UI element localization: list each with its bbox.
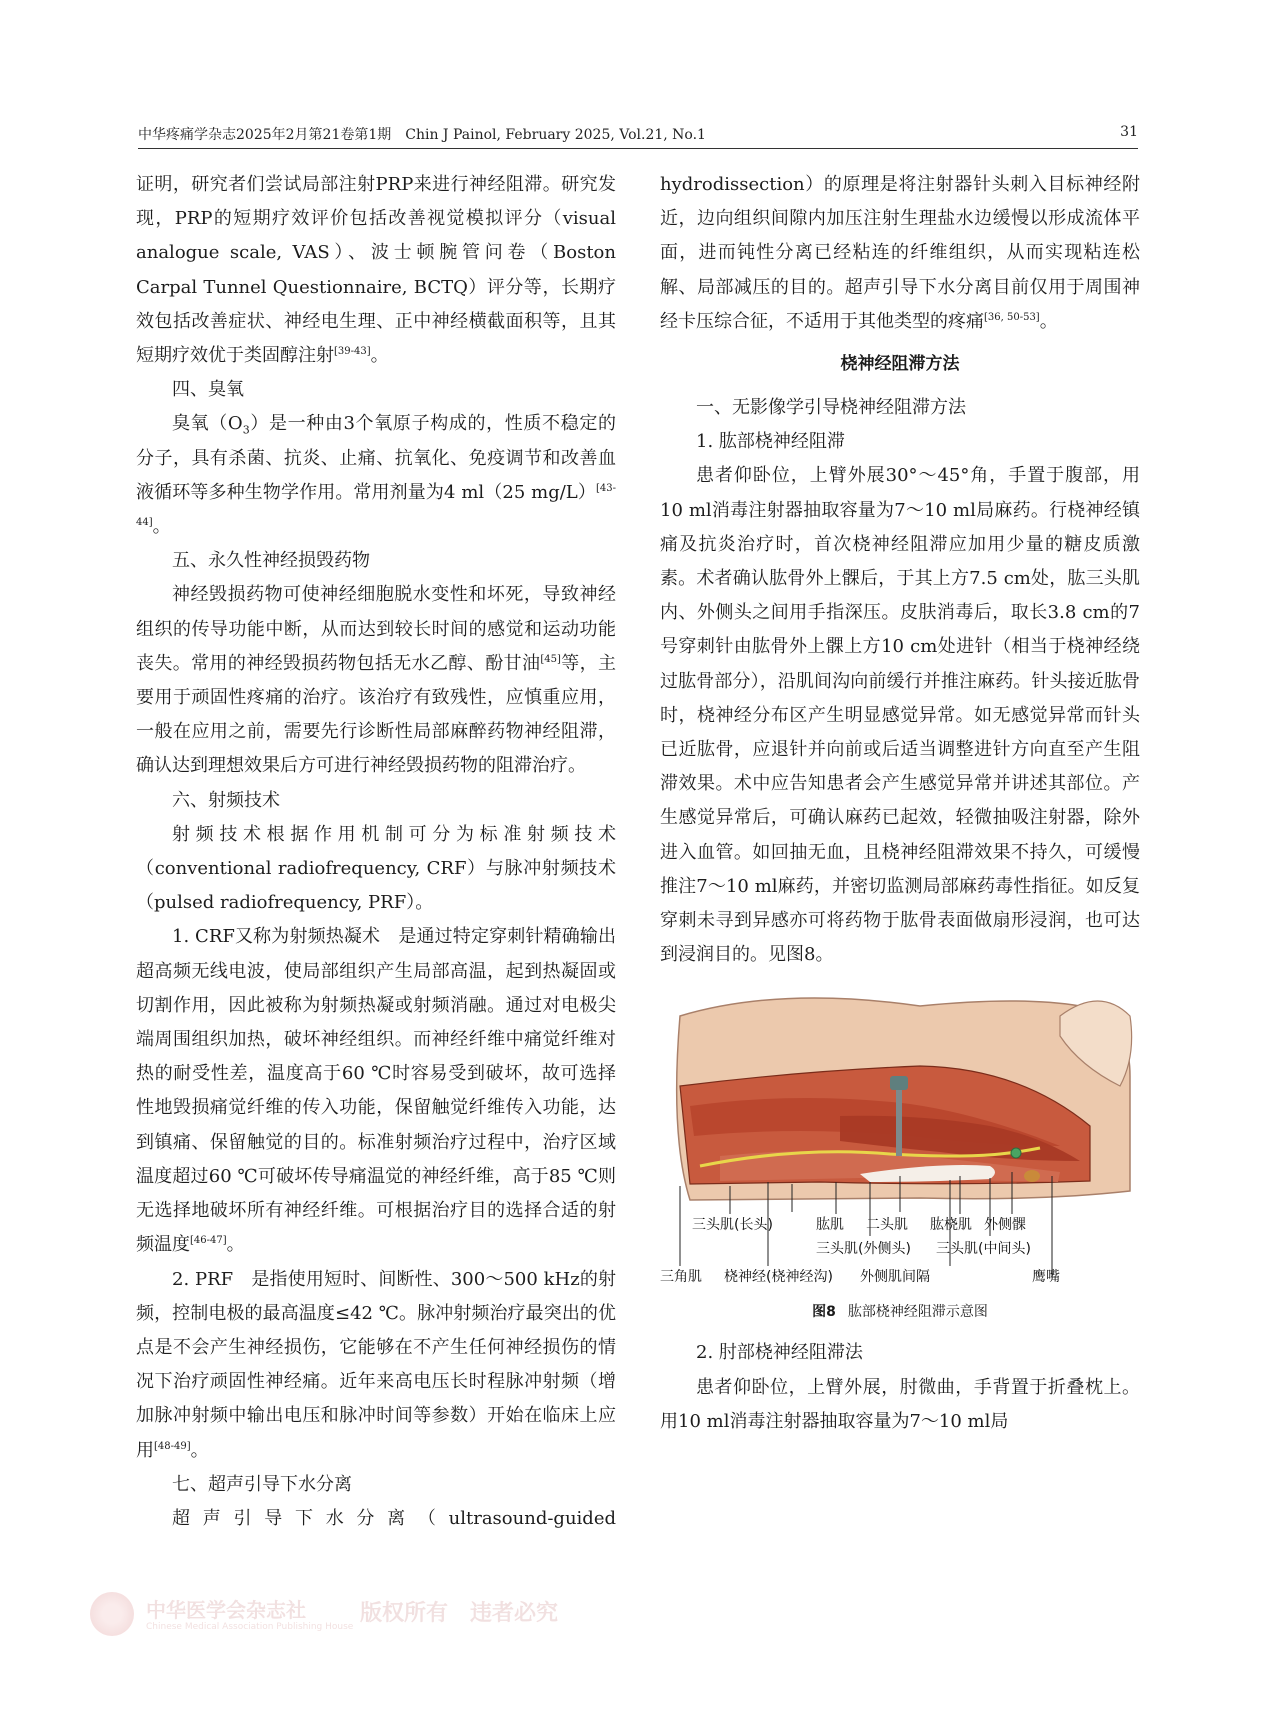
figure-label: 外侧髁 [984, 1217, 1026, 1234]
section-title: 桡神经阻滞方法 [840, 354, 960, 375]
figure-label: 三头肌(长头) [692, 1217, 773, 1234]
paragraph: 证明，研究者们尝试局部注射PRP来进行神经阻滞。研究发现，PRP的短期疗效评价包括改善视觉模拟评分（visual analogue scale, VAS）、波士顿腕管问卷（Boston Carpal Tunnel Questionnaire, BCTQ）评分等，长期疗效包括改善症状、神经电生理、正中神经横截面积等，且其短期疗效优于类固醇注射[39-43]。 [136, 174, 616, 367]
paragraph: 神经毁损药物可使神经细胞脱水变性和坏死，导致神经组织的传导功能中断，从而达到较长时间的感觉和运动功能丧失。常用的神经毁损药物包括无水乙醇、酚甘油[45]等，主要用于顽固性疼痛的治疗。该治疗有致残性，应慎重应用，一般在应用之前，需要先行诊断性局部麻醉药物神经阻滞，确认达到理想效果后方可进行神经毁损药物的阻滞治疗。 [136, 584, 617, 777]
paragraph: 患者仰卧位，上臂外展，肘微曲，手背置于折叠枕上。用10 ml消毒注射器抽取容量为7～10 ml局 [660, 1376, 1140, 1432]
figure-label: 三角肌 [660, 1269, 702, 1286]
running-header [138, 124, 1138, 146]
figure-label: 二头肌 [866, 1217, 908, 1234]
copyright-notice: 版权所有 违者必究 [360, 1600, 559, 1626]
paragraph: 1. CRF又称为射频热凝术 是通过特定穿刺针精确输出超高频无线电波，使局部组织产生局部高温，起到热凝固或切割作用，因此被称为射频热凝或射频消融。通过对电极尖端周围组织加热，破坏神经组织。而神经纤维中痛觉纤维对热的耐受性差，温度高于60 ℃时容易受到破坏，故可选择性地毁损痛觉纤维的传入功能，保留触觉纤维传入功能，达到镇痛、保留触觉的目的。标准射频治疗过程中，治疗区域温度超过60 ℃可破坏传导痛温觉的神经纤维，高于85 ℃则无选择地破坏所有神经纤维。可根据治疗目的选择合适的射频温度[46-47]。 [136, 926, 616, 1256]
header-rule [138, 148, 1138, 149]
subheading-ozone: 四、臭氧 [172, 379, 244, 401]
figure-label: 桡神经(桡神经沟) [724, 1269, 833, 1286]
figure-label: 肱肌 [816, 1217, 844, 1234]
publisher-name: 中华医学会杂志社 [146, 1598, 306, 1622]
subheading-neurolytic: 五、永久性神经损毁药物 [172, 550, 370, 572]
publisher-name-en: Chinese Medical Association Publishing House [146, 1622, 354, 1632]
reference: [48-49] [154, 1440, 191, 1452]
subheading: 一、无影像学引导桡神经阻滞方法 [696, 397, 966, 419]
subheading: 1. 肱部桡神经阻滞 [696, 431, 845, 453]
journal-citation: 中华疼痛学杂志2025年2月第21卷第1期 Chin J Painol, February 2025, Vol.21, No.1 [138, 127, 706, 143]
reference: [45] [540, 653, 561, 665]
paragraph: 2. PRF 是指使用短时、间断性、300～500 kHz的射频，控制电极的最高温度≤42 ℃。脉冲射频治疗最突出的优点是不会产生神经损伤，它能够在不产生任何神经损伤的情况下治疗顽固性神经痛。近年来高电压长时程脉冲射频（增加脉冲射频中输出电压和脉冲时间等参数）开始在临床上应用[48-49]。 [136, 1268, 616, 1461]
paragraph: hydrodissection）的原理是将注射器针头刺入目标神经附近，边向组织间隙内加压注射生理盐水边缓慢以形成流体平面，进而钝性分离已经粘连的纤维组织，从而实现粘连松解、局部减压的目的。超声引导下水分离目前仅用于周围神经卡压综合征，不适用于其他类型的疼痛[36, 50-53]。 [660, 174, 1140, 332]
subheading: 2. 肘部桡神经阻滞法 [696, 1342, 863, 1364]
paragraph: 臭氧$(O_3)$是一种由3个氧原子构成的，性质不稳定的分子，具有杀菌、抗炎、止痛、抗氧化、免疫调节和改善血液循环等多种生物学作用。常用剂量为4 ml（25 mg/L）[43-44]。 [136, 413, 616, 538]
publisher-watermark [90, 1592, 610, 1640]
publisher-logo-icon [90, 1592, 134, 1636]
figure-label: 三头肌(外侧头) [816, 1241, 911, 1258]
right-column [660, 168, 1140, 1439]
paragraph: 超声引导下水分离（ultrasound-guided [172, 1507, 616, 1529]
figure-label: 外侧肌间隔 [860, 1269, 930, 1286]
reference: [46-47] [190, 1235, 227, 1247]
page-number: 31 [1120, 124, 1138, 140]
reference: [43-44] [136, 482, 616, 529]
paragraph: 患者仰卧位，上臂外展30°～45°角，手置于腹部，用10 ml消毒注射器抽取容量为7～10 ml局麻药。行桡神经镇痛及抗炎治疗时，首次桡神经阻滞应加用少量的糖皮质激素。术者确认肱骨外上髁后，于其上方7.5 cm处，肱三头肌内、外侧头之间用手指深压。皮肤消毒后，取长3.8 cm的7号穿刺针由肱骨外上髁上方10 cm处进针（相当于桡神经绕过肱骨部分），沿肌间沟向前缓行并推注麻药。针头接近肱骨时，桡神经分布区产生明显感觉异常。如无感觉异常而针头已近肱骨，应退针并向前或后适当调整进针方向直至产生阻滞效果。术中应告知患者会产生感觉异常并讲述其部位。产生感觉异常后，可确认麻药已起效，轻微抽吸注射器，除外进入血管。如回抽无血，且桡神经阻滞效果不持久，可缓慢推注7～10 ml麻药，并密切监测局部麻药毒性指征。如反复穿刺未寻到异感亦可将药物于肱骨表面做扇形浸润，也可达到浸润目的。见图8。 [660, 465, 1140, 966]
figure-caption: 图8 肱部桡神经阻滞示意图 [812, 1304, 988, 1321]
subheading-radiofrequency: 六、射频技术 [172, 789, 280, 811]
reference: [36, 50-53] [984, 311, 1040, 323]
figure-label: 三头肌(中间头) [936, 1241, 1031, 1258]
reference: [39-43] [334, 346, 371, 358]
paragraph: 射频技术根据作用机制可分为标准射频技术（conventional radiofrequency, CRF）与脉冲射频技术（pulsed radiofrequency, PRF）。 [136, 823, 616, 914]
figure-8-illustration [660, 976, 1138, 1296]
subheading-hydrodissection: 七、超声引导下水分离 [172, 1473, 352, 1495]
figure-number: 图8 [812, 1304, 836, 1321]
left-column [136, 168, 616, 1536]
figure-label: 鹰嘴 [1032, 1269, 1060, 1286]
figure-label: 肱桡肌 [930, 1217, 972, 1234]
